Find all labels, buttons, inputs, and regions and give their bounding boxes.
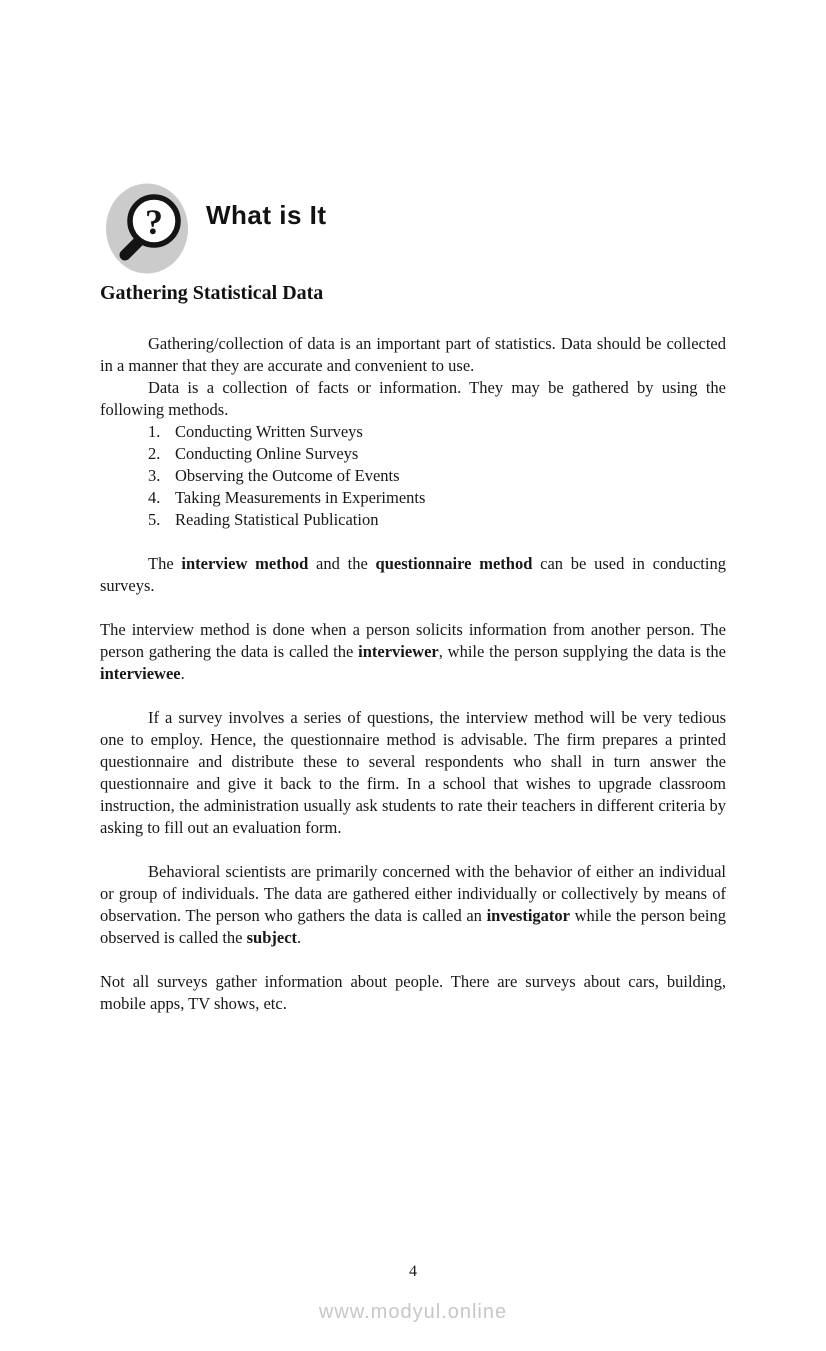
method-list-item xyxy=(148,509,726,531)
page-number: 4 xyxy=(409,1263,417,1280)
section-header-title: What is It xyxy=(206,200,327,230)
list-item-number: 3. xyxy=(148,466,161,485)
list-item-text: Observing the Outcome of Events xyxy=(175,466,400,485)
method-list-item xyxy=(148,421,726,443)
magnifier-question-icon xyxy=(104,182,190,275)
list-item-text: Taking Measurements in Experiments xyxy=(175,488,426,507)
text-run: while the person being observed is called the xyxy=(100,906,727,947)
bold-term: subject xyxy=(246,928,298,947)
text-run: . xyxy=(180,664,185,683)
paragraph xyxy=(100,377,726,421)
bold-term: investigator xyxy=(486,906,570,925)
document-page xyxy=(0,182,826,1351)
topic-title: Gathering Statistical Data xyxy=(100,282,324,304)
text-run: can be used in conducting surveys. xyxy=(100,554,726,595)
text-run: The xyxy=(148,554,182,573)
svg-text:?: ? xyxy=(145,202,163,242)
section-header xyxy=(104,182,826,275)
text-run: Gathering/collection of data is an important part of statistics. Data should be collected in a manner that they are accurate and convenient to use. xyxy=(100,334,726,375)
list-item-number: 2. xyxy=(148,444,161,463)
list-item-number: 4. xyxy=(148,488,161,507)
text-run: Not all surveys gather information about people. There are surveys about cars, building, mobile apps, TV shows, etc. xyxy=(100,972,726,1013)
text-run: Data is a collection of facts or information. They may be gathered by using the following methods. xyxy=(100,378,726,419)
text-run: . xyxy=(297,928,302,947)
bold-term: interview method xyxy=(181,554,309,573)
document-body xyxy=(100,333,726,1015)
text-run: The interview method is done when a person solicits information from another person. The person gathering the data is called the xyxy=(100,620,726,661)
paragraph xyxy=(100,971,726,1015)
watermark: www.modyul.online xyxy=(318,1301,508,1323)
bold-term: questionnaire method xyxy=(375,554,533,573)
list-item-number: 5. xyxy=(148,510,161,529)
paragraph xyxy=(100,707,726,839)
bold-term: interviewer xyxy=(358,642,439,661)
method-list xyxy=(148,421,726,531)
paragraph xyxy=(100,619,726,685)
text-run: Behavioral scientists are primarily concerned with the behavior of either an individual or group of individuals. The data are gathered either individually or collectively by means of observation. The person who gathers the data is called an xyxy=(100,862,726,925)
list-item-text: Reading Statistical Publication xyxy=(175,510,379,529)
list-item-text: Conducting Written Surveys xyxy=(175,422,363,441)
paragraph xyxy=(100,553,726,597)
method-list-item xyxy=(148,465,726,487)
paragraph xyxy=(100,333,726,377)
method-list-item xyxy=(148,443,726,465)
text-run: , while the person supplying the data is the xyxy=(438,642,726,661)
method-list-item xyxy=(148,487,726,509)
text-run: and the xyxy=(308,554,376,573)
list-item-number: 1. xyxy=(148,422,161,441)
text-run: If a survey involves a series of questions, the interview method will be very tedious one to employ. Hence, the questionnaire method is advisable. The firm prepares a printed questionnaire and distribute these to several respondents who shall in turn answer the questionnaire and give it back to the firm. In a school that wishes to upgrade classroom instruction, the administration usually ask students to rate their teachers in different criteria by asking to fill out an evaluation form. xyxy=(100,708,726,837)
list-item-text: Conducting Online Surveys xyxy=(175,444,359,463)
paragraph xyxy=(100,861,726,949)
bold-term: interviewee xyxy=(100,664,181,683)
